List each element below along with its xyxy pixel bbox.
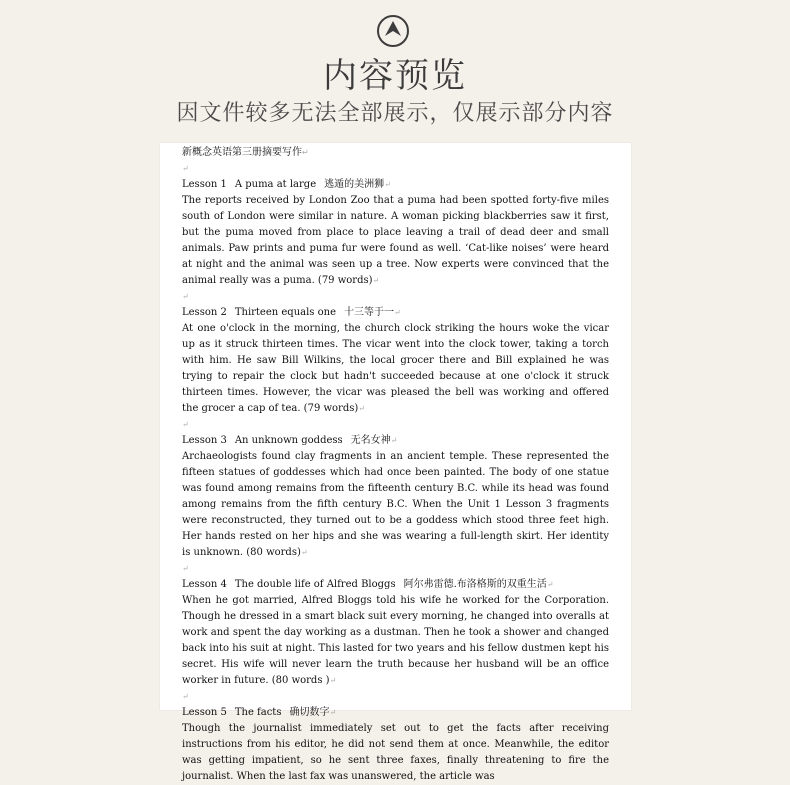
lesson-heading	[182, 433, 609, 449]
return-mark: ↵	[358, 404, 365, 413]
lesson-text: Archaeologists found clay fragments in an ancient temple. These represented the fifteen statues of goddesses which had once been painted. The body of one statue was found among remains from the fifteenth century B.C. while its head was found among remains from the fifth century B.C. When the Unit 1 Lesson 3 fragments were reconstructed, they turned out to be a goddess which stood three feet high. Her hands rested on her hips and she was wearing a full-length skirt. Her identity is unknown. (80 words)	[182, 451, 609, 558]
return-mark: ↵	[182, 292, 189, 301]
lesson-title-en: The double life of Alfred Bloggs	[234, 579, 396, 590]
lesson-heading	[182, 705, 609, 721]
lesson-title-zh: 无名女神	[350, 435, 391, 446]
preview-banner	[0, 0, 790, 140]
empty-paragraph	[182, 561, 609, 577]
return-mark: ↵	[182, 564, 189, 573]
lesson-summary	[182, 721, 609, 785]
lesson-text: The reports received by London Zoo that a puma had been spotted forty-five miles south of London were similar in nature. A woman picking blackberries saw it first, but the puma moved from place to place leaving a trail of dead deer and small animals. Paw prints and puma fur were found as well. ‘Cat-like noises’ were heard at night and the animal was seen up a tree. Now experts were convinced that the animal really was a puma. (79 words)	[182, 195, 609, 286]
return-mark: ↵	[394, 308, 401, 317]
lesson-heading	[182, 177, 609, 193]
lesson-block	[182, 433, 609, 577]
document-title-text: 新概念英语第三册摘要写作	[182, 147, 302, 158]
lesson-title-zh: 确切数字	[289, 707, 330, 718]
lesson-heading	[182, 305, 609, 321]
return-mark: ↵	[390, 436, 398, 445]
return-mark: ↵	[182, 420, 189, 429]
lesson-title-zh: 阿尔弗雷德.布洛格斯的双重生活	[403, 579, 547, 590]
lesson-block	[182, 305, 609, 433]
lesson-summary	[182, 593, 609, 689]
empty-paragraph	[182, 417, 609, 433]
page-subtitle: 因文件较多无法全部展示，仅展示部分内容	[176, 101, 614, 126]
lesson-number: Lesson 3	[182, 435, 227, 446]
lesson-block	[182, 177, 609, 305]
return-mark: ↵	[384, 180, 391, 189]
return-mark: ↵	[372, 276, 380, 285]
lesson-summary	[182, 321, 609, 417]
return-mark: ↵	[329, 708, 337, 717]
document-title	[182, 145, 609, 161]
lesson-block	[182, 577, 609, 705]
return-mark: ↵	[182, 164, 189, 173]
lesson-title-en: The facts	[234, 707, 282, 718]
lesson-summary	[182, 449, 609, 561]
empty-paragraph	[182, 161, 609, 177]
return-mark: ↵	[300, 548, 308, 557]
lesson-heading	[182, 577, 609, 593]
brand-logo-icon	[377, 15, 409, 47]
lesson-title-en: Thirteen equals one	[234, 307, 336, 318]
return-mark: ↵	[182, 692, 189, 701]
lesson-title-zh: 十三等于一	[344, 307, 394, 318]
document-content	[182, 143, 609, 785]
document-preview	[160, 143, 631, 782]
return-mark: ↵	[329, 676, 337, 685]
lesson-number: Lesson 4	[182, 579, 227, 590]
lesson-title-en: An unknown goddess	[234, 435, 343, 446]
lesson-number: Lesson 2	[182, 307, 227, 318]
lesson-summary	[182, 193, 609, 289]
return-mark: ↵	[546, 580, 554, 589]
lesson-text: When he got married, Alfred Bloggs told his wife he worked for the Corporation. Though he dressed in a smart black suit every morning, he changed into overalls at work and spent the day working as a dustman. Then he took a shower and changed back into his suit at night. This lasted for two years and his fellow dustmen kept his secret. His wife will never learn the truth because her husband will be an office worker in future. (80 words )	[182, 595, 609, 686]
empty-paragraph	[182, 289, 609, 305]
lesson-number: Lesson 1	[182, 179, 227, 190]
lesson-number: Lesson 5	[182, 707, 227, 718]
lesson-text: Though the journalist immediately set out to get the facts after receiving instructions from his editor, he did not send them at once. Meanwhile, the editor was getting impatient, so he sent three faxes, finally threatening to fire the journalist. When the last fax was unanswered, the article was	[182, 723, 609, 782]
lesson-title-zh: 逃遁的美洲狮	[324, 179, 385, 190]
page-title: 内容预览	[323, 56, 467, 96]
lesson-title-en: A puma at large	[234, 179, 317, 190]
return-mark: ↵	[302, 148, 309, 157]
empty-paragraph	[182, 689, 609, 705]
lesson-text: At one o'clock in the morning, the church clock striking the hours woke the vicar up as it struck thirteen times. The vicar went into the clock tower, taking a torch with him. He saw Bill Wilkins, the local grocer there and Bill explained he was trying to repair the clock but hadn't succeeded because at one o'clock it struck thirteen times. However, the vicar was pleased the bell was working and offered the grocer a cap of tea. (79 words)	[182, 323, 609, 414]
lesson-block	[182, 705, 609, 785]
